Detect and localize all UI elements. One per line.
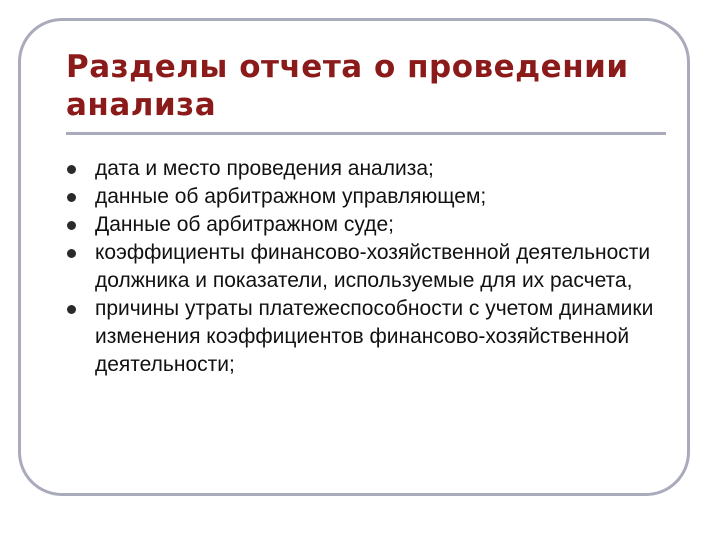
bullet-dot-icon bbox=[67, 193, 76, 202]
title-line-1: Разделы отчета о проведении bbox=[66, 49, 629, 85]
bullet-dot-icon bbox=[67, 305, 76, 314]
bullet-text: Данные об арбитражном суде; bbox=[95, 213, 395, 236]
bullet-dot-icon bbox=[67, 165, 76, 174]
bullet-text: причины утраты платежеспособности с учетом динамики изменения коэффициентов финансово-хозяйственной деятельности; bbox=[95, 297, 654, 376]
bullet-dot-icon bbox=[67, 249, 76, 258]
bullet-item bbox=[66, 211, 666, 239]
title-divider bbox=[66, 132, 666, 135]
bullet-item bbox=[66, 239, 666, 295]
bullet-dot-icon bbox=[67, 221, 76, 230]
bullet-item bbox=[66, 155, 666, 183]
bullet-item bbox=[66, 295, 666, 379]
bullet-text: данные об арбитражном управляющем; bbox=[95, 185, 487, 208]
bullet-item bbox=[66, 183, 666, 211]
title-line-2: анализа bbox=[66, 87, 217, 123]
bullet-text: коэффициенты финансово-хозяйственной деятельности должника и показатели, используемые для их расчета, bbox=[95, 241, 651, 292]
slide-title bbox=[66, 48, 666, 124]
bullet-list bbox=[66, 155, 666, 379]
bullet-text: дата и место проведения анализа; bbox=[95, 157, 434, 180]
